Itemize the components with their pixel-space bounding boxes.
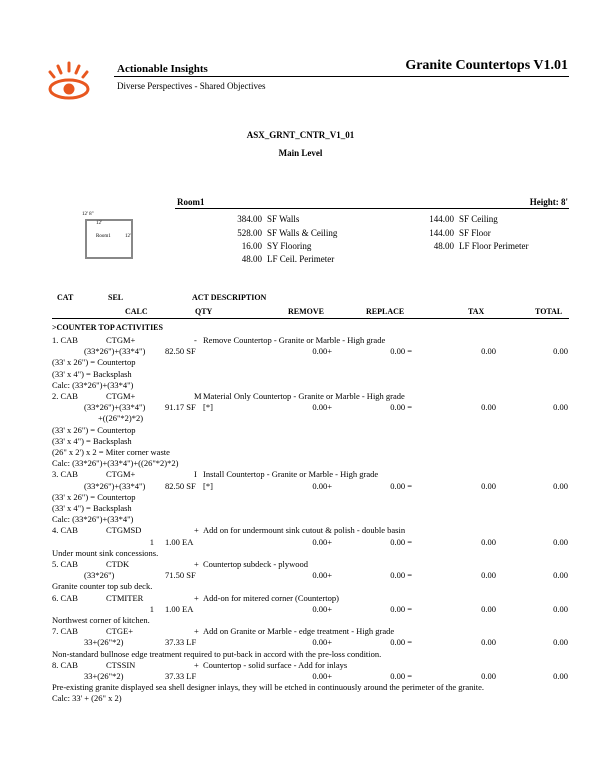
stat-unit: SY Flooring [267, 241, 312, 251]
stat-unit: LF Floor Perimeter [459, 241, 529, 251]
item-selector: CTGM+ [106, 335, 136, 345]
item-description: Add-on for mitered corner (Countertop) [203, 592, 339, 603]
item-flag: [*] [203, 480, 213, 491]
item-calc-continued: +((26"*2)*2) [98, 413, 144, 424]
room-sketch [82, 212, 134, 260]
item-remove: 0.00+ [312, 637, 332, 648]
item-replace: 0.00 = [390, 637, 412, 648]
item-note: (33' x 4") = Backsplash [52, 503, 132, 513]
stat-unit: SF Floor [459, 228, 491, 238]
item-number: 5. CAB [52, 559, 78, 569]
line-item-values [0, 481, 601, 492]
item-selector: CTDK [106, 559, 130, 569]
item-selector: CTGM+ [106, 469, 136, 480]
level-name: Main Level [278, 148, 323, 158]
item-selector: CTGMSD [106, 525, 142, 536]
item-total: 0.00 [553, 637, 568, 648]
item-tax: 0.00 [481, 480, 496, 491]
stat-value: 48.00 [433, 241, 454, 251]
col-total: TOTAL [535, 307, 563, 316]
line-item-header [0, 626, 601, 637]
item-note: (33' x 26") = Countertop [52, 357, 136, 368]
item-replace: 0.00 = [390, 402, 412, 413]
item-tax: 0.00 [481, 570, 496, 581]
stat-value: 16.00 [241, 241, 262, 251]
item-note: Under mount sink concessions. [52, 547, 159, 558]
item-qty: 82.50 SF [165, 480, 196, 491]
item-total: 0.00 [553, 536, 568, 547]
item-remove: 0.00+ [312, 603, 332, 614]
company-name: Actionable Insights [117, 63, 208, 75]
item-calc: (33*26")+(33*4") [84, 402, 146, 413]
item-activity: M [194, 391, 202, 401]
item-calc: (33*26")+(33*4") [84, 480, 146, 491]
item-number: 3. CAB [52, 469, 78, 480]
col-sel: SEL [108, 293, 124, 302]
stat-value: 144.00 [429, 228, 454, 238]
sketch-side-label: 12' [125, 234, 131, 239]
item-number: 1. CAB [52, 335, 78, 345]
item-activity: - [194, 335, 197, 345]
item-note: Northwest corner of kitchen. [52, 615, 150, 625]
line-item-header [0, 335, 601, 346]
item-note: Calc: (33*26")+(33*4")+((26"*2)*2) [52, 458, 179, 469]
stat-value: 384.00 [237, 214, 262, 224]
item-number: 6. CAB [52, 592, 78, 603]
item-tax: 0.00 [481, 346, 496, 357]
item-calc: (33*26") [84, 570, 115, 581]
sketch-room-outline [85, 219, 133, 259]
item-number: 2. CAB [52, 391, 78, 401]
item-replace: 0.00 = [390, 346, 412, 357]
item-qty: 91.17 SF [165, 402, 196, 413]
item-note: (33' x 4") = Backsplash [52, 435, 132, 446]
col-replace: REPLACE [366, 307, 405, 316]
item-total: 0.00 [553, 402, 568, 413]
sketch-width-label: 12' 8" [82, 212, 94, 217]
item-qty: 37.33 LF [165, 637, 197, 648]
item-selector: CTSSIN [106, 659, 136, 670]
line-item-header [0, 469, 601, 480]
item-remove: 0.00+ [312, 671, 332, 681]
item-tax: 0.00 [481, 671, 496, 681]
col-qty: QTY [195, 307, 213, 316]
item-description: Remove Countertop - Granite or Marble - High grade [203, 335, 386, 345]
document-title: Granite Countertops V1.01 [405, 58, 568, 73]
item-note: Calc: 33' + (26" x 2) [52, 693, 122, 704]
item-calc: 1 [149, 536, 154, 547]
item-calc: 1 [149, 603, 154, 614]
eye-icon [44, 58, 100, 108]
item-activity: + [194, 592, 199, 603]
item-replace: 0.00 = [390, 570, 412, 581]
line-item-calc-continued [0, 413, 601, 424]
item-calc: 33+(26"*2) [84, 637, 124, 648]
sketch-inner-width: 12' [96, 221, 102, 226]
col-remove: REMOVE [288, 307, 324, 316]
room-rule [175, 208, 569, 209]
item-qty: 71.50 SF [165, 570, 196, 581]
col-act-desc: ACT DESCRIPTION [192, 293, 267, 302]
item-total: 0.00 [553, 346, 568, 357]
item-remove: 0.00+ [312, 480, 332, 491]
item-calc: (33*26")+(33*4") [84, 346, 146, 357]
item-tax: 0.00 [481, 603, 496, 614]
item-qty: 1.00 EA [165, 536, 194, 547]
item-tax: 0.00 [481, 637, 496, 648]
stat-unit: SF Ceiling [459, 214, 498, 224]
stat-unit: LF Ceil. Perimeter [267, 254, 335, 264]
section-title: >COUNTER TOP ACTIVITIES [52, 323, 163, 332]
line-item-values [0, 537, 601, 548]
item-total: 0.00 [553, 603, 568, 614]
line-item-header [0, 391, 601, 402]
table-header-rule [52, 318, 569, 319]
room-height: Height: 8' [529, 197, 568, 207]
company-logo [44, 58, 100, 108]
item-remove: 0.00+ [312, 570, 332, 581]
item-qty: 82.50 SF [165, 346, 196, 357]
item-total: 0.00 [553, 480, 568, 491]
sketch-room-label: Room1 [96, 234, 111, 239]
stat-value: 528.00 [237, 228, 262, 238]
item-description: Countertop - solid surface - Add for inlays [203, 659, 348, 670]
item-note: (26" x 2') x 2 = Miter corner waste [52, 447, 170, 457]
line-item-header [0, 559, 601, 570]
col-calc: CALC [125, 307, 148, 316]
line-item-values [0, 570, 601, 581]
line-item-values [0, 671, 601, 682]
item-note: Non-standard bullnose edge treatment required to put-back in accord with the pre-loss condition. [52, 648, 382, 659]
item-replace: 0.00 = [390, 603, 412, 614]
item-description: Add on Granite or Marble - edge treatment - High grade [203, 626, 395, 637]
item-description: Countertop subdeck - plywood [203, 559, 309, 569]
item-activity: + [194, 525, 199, 536]
item-note: (33' x 26") = Countertop [52, 424, 136, 435]
line-item-values [0, 604, 601, 615]
item-selector: CTMITER [106, 592, 144, 603]
item-remove: 0.00+ [312, 346, 332, 357]
item-remove: 0.00+ [312, 536, 332, 547]
item-description: Add on for undermount sink cutout & polish - double basin [203, 525, 406, 536]
header-rule [114, 76, 569, 77]
item-remove: 0.00+ [312, 402, 332, 413]
item-replace: 0.00 = [390, 671, 412, 681]
item-selector: CTGE+ [106, 626, 133, 637]
item-activity: I [194, 469, 197, 480]
stat-unit: SF Walls & Ceiling [267, 228, 338, 238]
col-tax: TAX [468, 307, 485, 316]
item-note: Granite counter top sub deck. [52, 581, 153, 592]
item-total: 0.00 [553, 570, 568, 581]
col-cat: CAT [57, 293, 74, 302]
estimate-name: ASX_GRNT_CNTR_V1_01 [246, 130, 355, 140]
item-activity: + [194, 659, 199, 670]
stat-value: 48.00 [241, 254, 262, 264]
item-selector: CTGM+ [106, 391, 136, 401]
item-replace: 0.00 = [390, 536, 412, 547]
item-number: 7. CAB [52, 626, 78, 637]
item-note: Calc: (33*26")+(33*4") [52, 514, 134, 525]
item-flag: [*] [203, 402, 213, 413]
item-replace: 0.00 = [390, 480, 412, 491]
item-description: Install Countertop - Granite or Marble - High grade [203, 469, 379, 480]
stat-value: 144.00 [429, 214, 454, 224]
line-item-header [0, 593, 601, 604]
room-name: Room1 [177, 197, 205, 207]
line-item-values [0, 402, 601, 413]
item-note: Calc: (33*26")+(33*4") [52, 379, 134, 390]
tagline: Diverse Perspectives - Shared Objectives [117, 81, 266, 91]
item-note: (33' x 4") = Backsplash [52, 368, 132, 379]
item-tax: 0.00 [481, 402, 496, 413]
line-item-header [0, 660, 601, 671]
item-qty: 1.00 EA [165, 603, 194, 614]
item-activity: + [194, 559, 199, 569]
item-total: 0.00 [553, 671, 568, 681]
line-item-header [0, 525, 601, 536]
item-activity: + [194, 626, 199, 637]
item-calc: 33+(26"*2) [84, 671, 124, 681]
item-tax: 0.00 [481, 536, 496, 547]
item-number: 4. CAB [52, 525, 78, 536]
item-note: (33' x 26") = Countertop [52, 491, 136, 502]
line-item-values [0, 637, 601, 648]
item-note: Pre-existing granite displayed sea shell designer inlays, they will be etched in continuously around the perimeter of the granite. [52, 682, 484, 693]
line-item-values [0, 346, 601, 357]
item-number: 8. CAB [52, 659, 78, 670]
stat-unit: SF Walls [267, 214, 300, 224]
item-qty: 37.33 LF [165, 671, 197, 681]
item-description: Material Only Countertop - Granite or Marble - High grade [203, 391, 405, 401]
